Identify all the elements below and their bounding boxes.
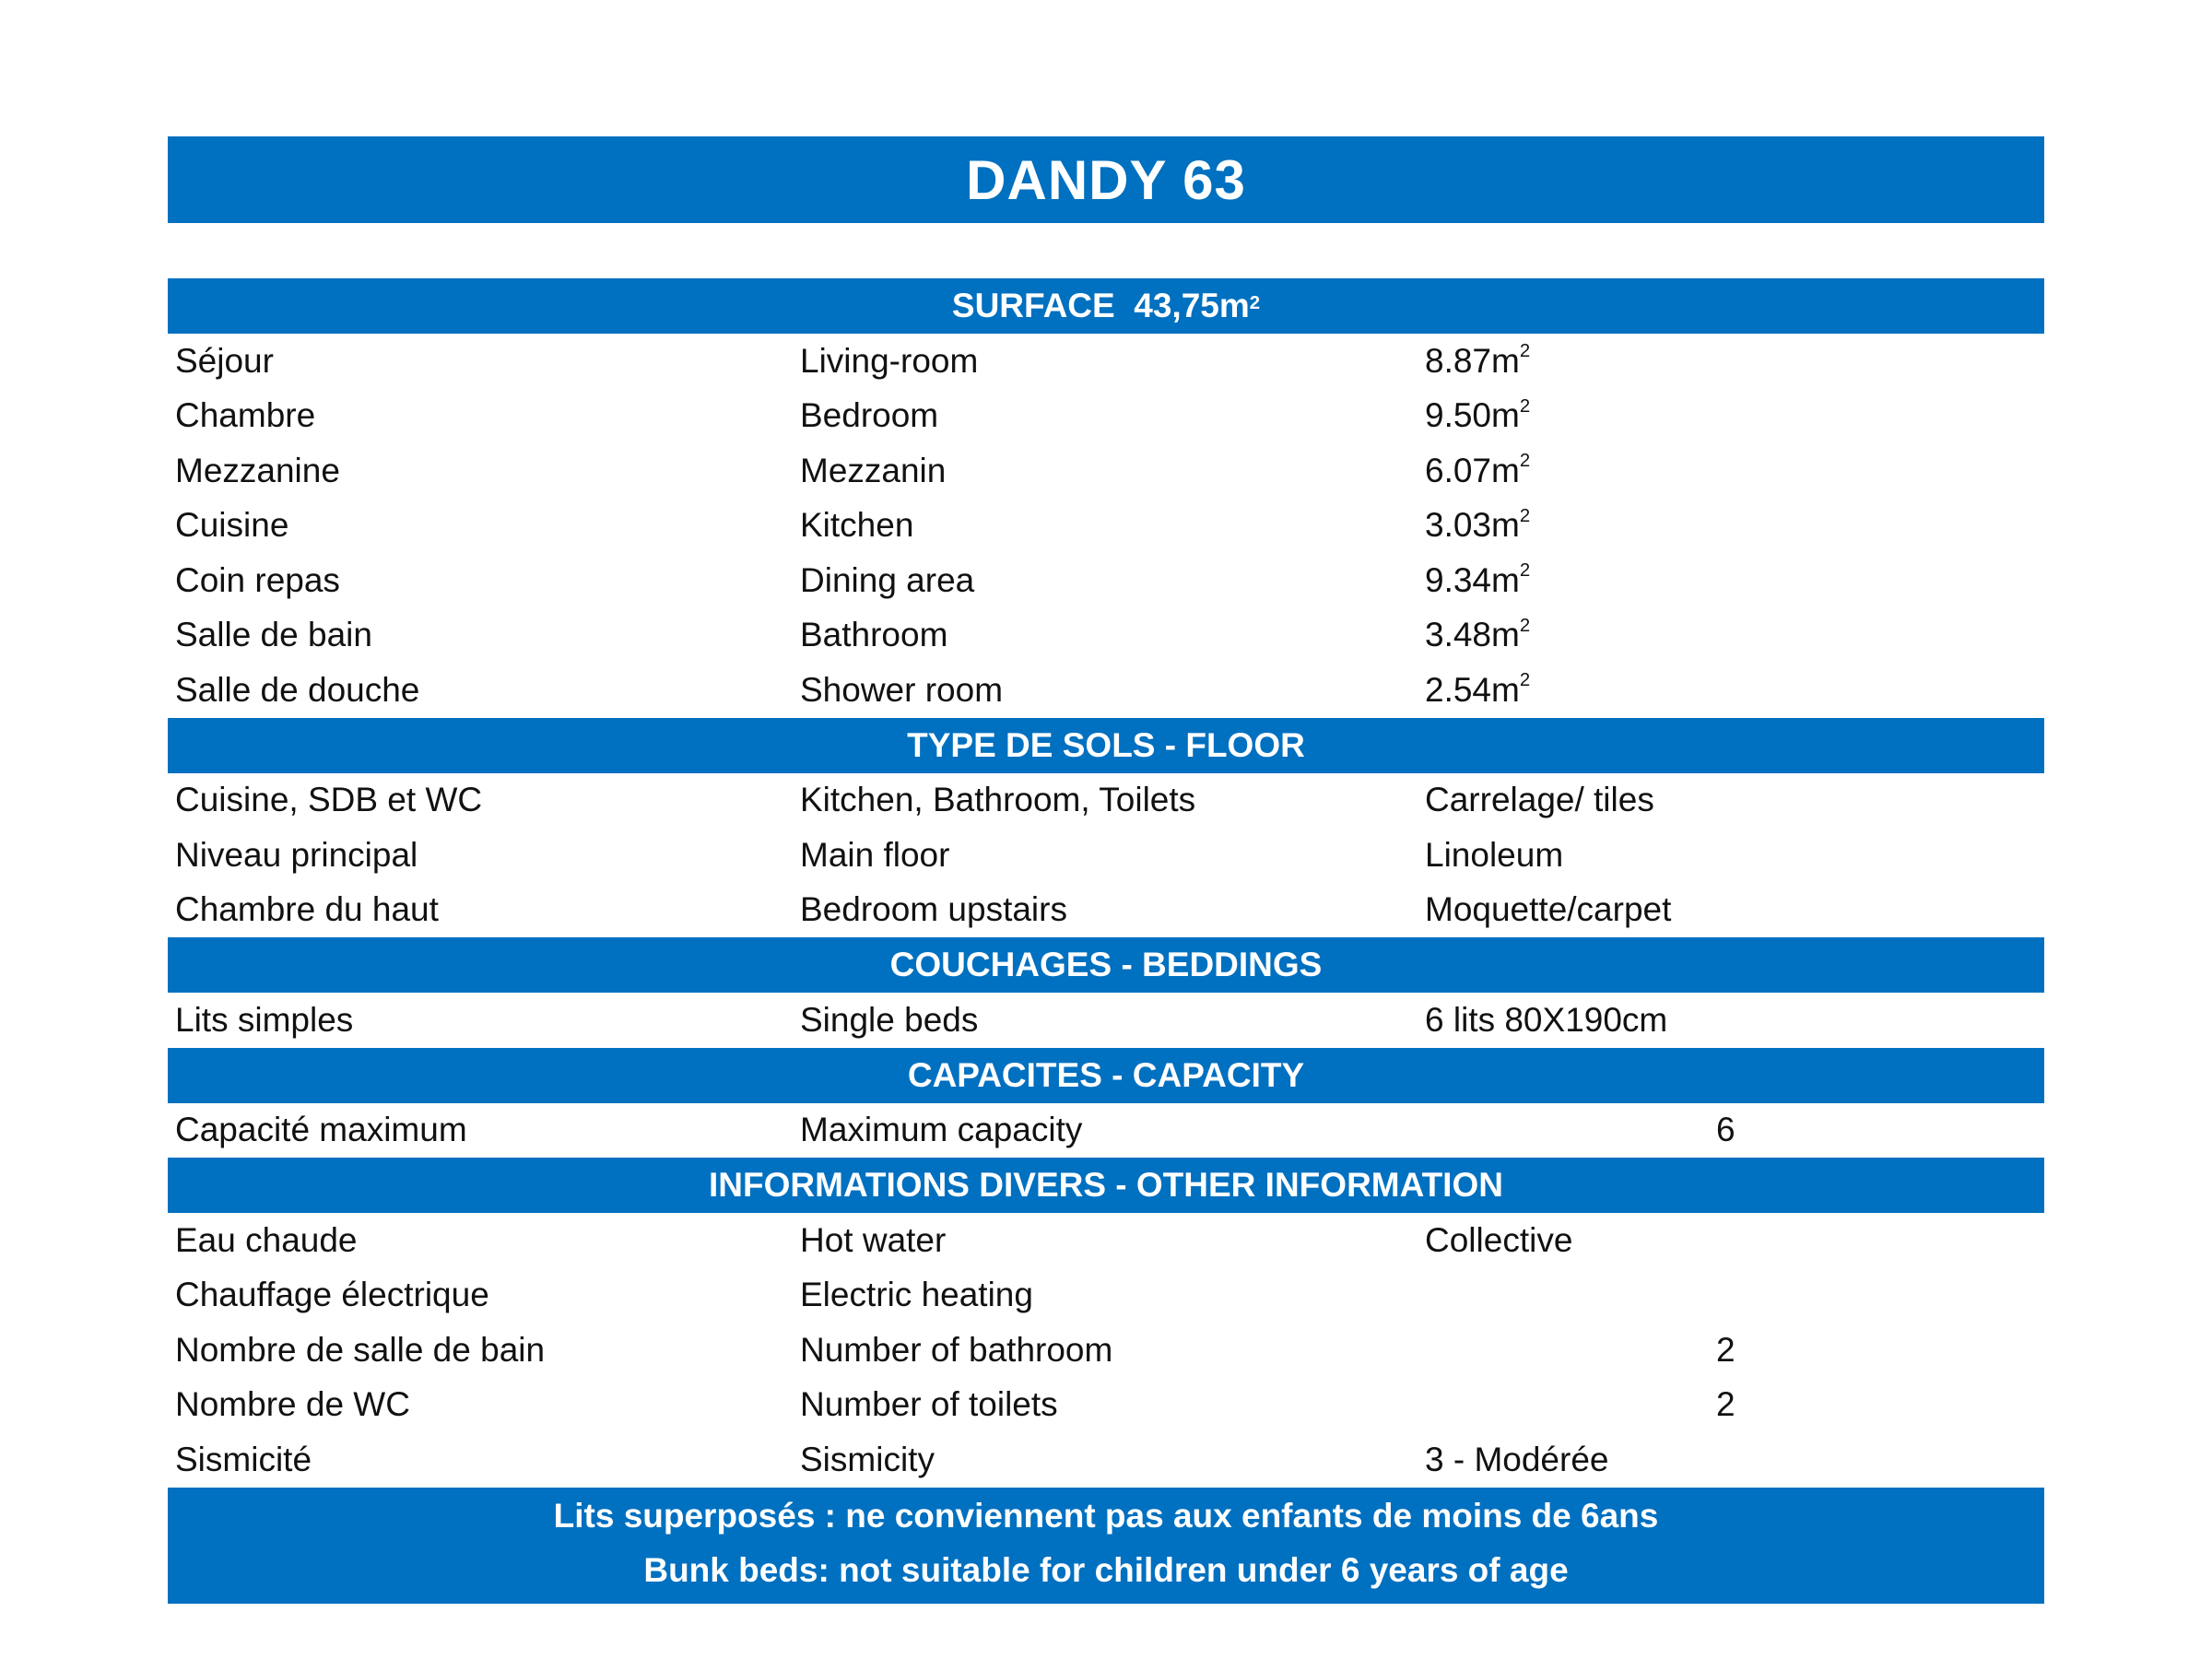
surface-row [168, 334, 2044, 389]
section-header-capacity: CAPACITES - CAPACITY [168, 1048, 2044, 1103]
room-area-value: 3.03m [1425, 506, 1520, 545]
capacity-value: 6 [1716, 1111, 1735, 1149]
room-en: Mezzanin [800, 451, 947, 489]
capacity-en: Maximum capacity [800, 1111, 1083, 1149]
room-area-value: 3.48m [1425, 616, 1520, 654]
info-value: 2 [1716, 1385, 1735, 1424]
room-en: Bedroom [800, 396, 939, 435]
capacity-row [168, 1103, 2044, 1159]
info-en: Sismicity [800, 1440, 935, 1478]
room-area-sup: 2 [1519, 670, 1531, 691]
warning-line-en: Bunk beds: not suitable for children under 6 years of age [643, 1551, 1569, 1589]
info-en: Electric heating [800, 1276, 1033, 1314]
room-fr: Salle de douche [175, 670, 420, 709]
room-en: Dining area [800, 560, 975, 599]
room-fr: Mezzanine [175, 451, 340, 489]
room-area-sup: 2 [1519, 505, 1531, 526]
room-area-sup: 2 [1519, 451, 1531, 472]
floor-row [168, 883, 2044, 938]
room-area-sup: 2 [1519, 615, 1531, 636]
bedding-value: 6 lits 80X190cm [1425, 1000, 1668, 1039]
room-area-sup: 2 [1519, 560, 1531, 582]
surface-header-value: 43,75m [1134, 287, 1250, 324]
info-value: Collective [1425, 1220, 1573, 1259]
room-fr: Salle de bain [175, 616, 372, 654]
section-header-floor: TYPE DE SOLS - FLOOR [168, 718, 2044, 773]
room-fr: Chambre [175, 396, 316, 435]
room-area [1418, 561, 2044, 600]
surface-row [168, 608, 2044, 664]
floor-area-en: Bedroom upstairs [800, 890, 1067, 929]
surface-header-label: SURFACE [951, 287, 1115, 324]
info-en: Hot water [800, 1220, 947, 1259]
surface-row [168, 663, 2044, 718]
floor-type: Linoleum [1425, 835, 1564, 874]
floor-type: Carrelage/ tiles [1425, 781, 1654, 819]
room-fr: Coin repas [175, 560, 340, 599]
room-area-sup: 2 [1519, 341, 1531, 362]
floor-row [168, 773, 2044, 829]
other-row [168, 1213, 2044, 1268]
warning-footer [168, 1488, 2044, 1604]
room-area [1418, 396, 2044, 435]
other-row [168, 1432, 2044, 1488]
info-value: 3 - Modérée [1425, 1440, 1609, 1478]
info-fr: Eau chaude [175, 1220, 358, 1259]
warning-line-fr: Lits superposés : ne conviennent pas aux enfants de moins de 6ans [553, 1497, 1659, 1535]
surface-row [168, 499, 2044, 554]
room-area-value: 9.50m [1425, 396, 1520, 435]
surface-row [168, 389, 2044, 444]
room-en: Kitchen [800, 506, 914, 545]
floor-area-en: Kitchen, Bathroom, Toilets [800, 781, 1196, 819]
other-row [168, 1323, 2044, 1378]
room-area-value: 8.87m [1425, 341, 1520, 380]
room-fr: Cuisine [175, 506, 289, 545]
room-fr: Séjour [175, 341, 274, 380]
spec-sheet [168, 136, 2044, 1604]
section-header-other-information: INFORMATIONS DIVERS - OTHER INFORMATION [168, 1158, 2044, 1213]
floor-area-en: Main floor [800, 835, 950, 874]
surface-row [168, 443, 2044, 499]
room-en: Shower room [800, 670, 1004, 709]
floor-area-fr: Chambre du haut [175, 890, 439, 929]
bedding-en: Single beds [800, 1000, 979, 1039]
room-area-value: 9.34m [1425, 560, 1520, 599]
other-row [168, 1378, 2044, 1433]
room-area [1418, 616, 2044, 654]
room-en: Living-room [800, 341, 979, 380]
info-fr: Chauffage électrique [175, 1276, 489, 1314]
floor-row [168, 828, 2044, 883]
info-en: Number of bathroom [800, 1330, 1113, 1369]
floor-area-fr: Cuisine, SDB et WC [175, 781, 483, 819]
spacer [168, 223, 2044, 278]
room-area-value: 6.07m [1425, 451, 1520, 489]
room-area [1418, 342, 2044, 381]
info-en: Number of toilets [800, 1385, 1058, 1424]
floor-area-fr: Niveau principal [175, 835, 418, 874]
info-fr: Sismicité [175, 1440, 312, 1478]
floor-type: Moquette/carpet [1425, 890, 1672, 929]
room-area [1418, 671, 2044, 710]
info-fr: Nombre de WC [175, 1385, 410, 1424]
info-fr: Nombre de salle de bain [175, 1330, 546, 1369]
room-area [1418, 506, 2044, 545]
room-area-sup: 2 [1519, 395, 1531, 417]
section-header-beddings: COUCHAGES - BEDDINGS [168, 937, 2044, 993]
section-header-surface: SURFACE 43,75m $^2$ [168, 278, 2044, 334]
bedding-row [168, 993, 2044, 1048]
surface-row [168, 553, 2044, 608]
room-en: Bathroom [800, 616, 948, 654]
room-area-value: 2.54m [1425, 670, 1520, 709]
other-row [168, 1268, 2044, 1324]
page-title: DANDY 63 [168, 136, 2044, 223]
capacity-fr: Capacité maximum [175, 1111, 467, 1149]
room-area [1418, 452, 2044, 490]
bedding-fr: Lits simples [175, 1000, 354, 1039]
info-value: 2 [1716, 1330, 1735, 1369]
